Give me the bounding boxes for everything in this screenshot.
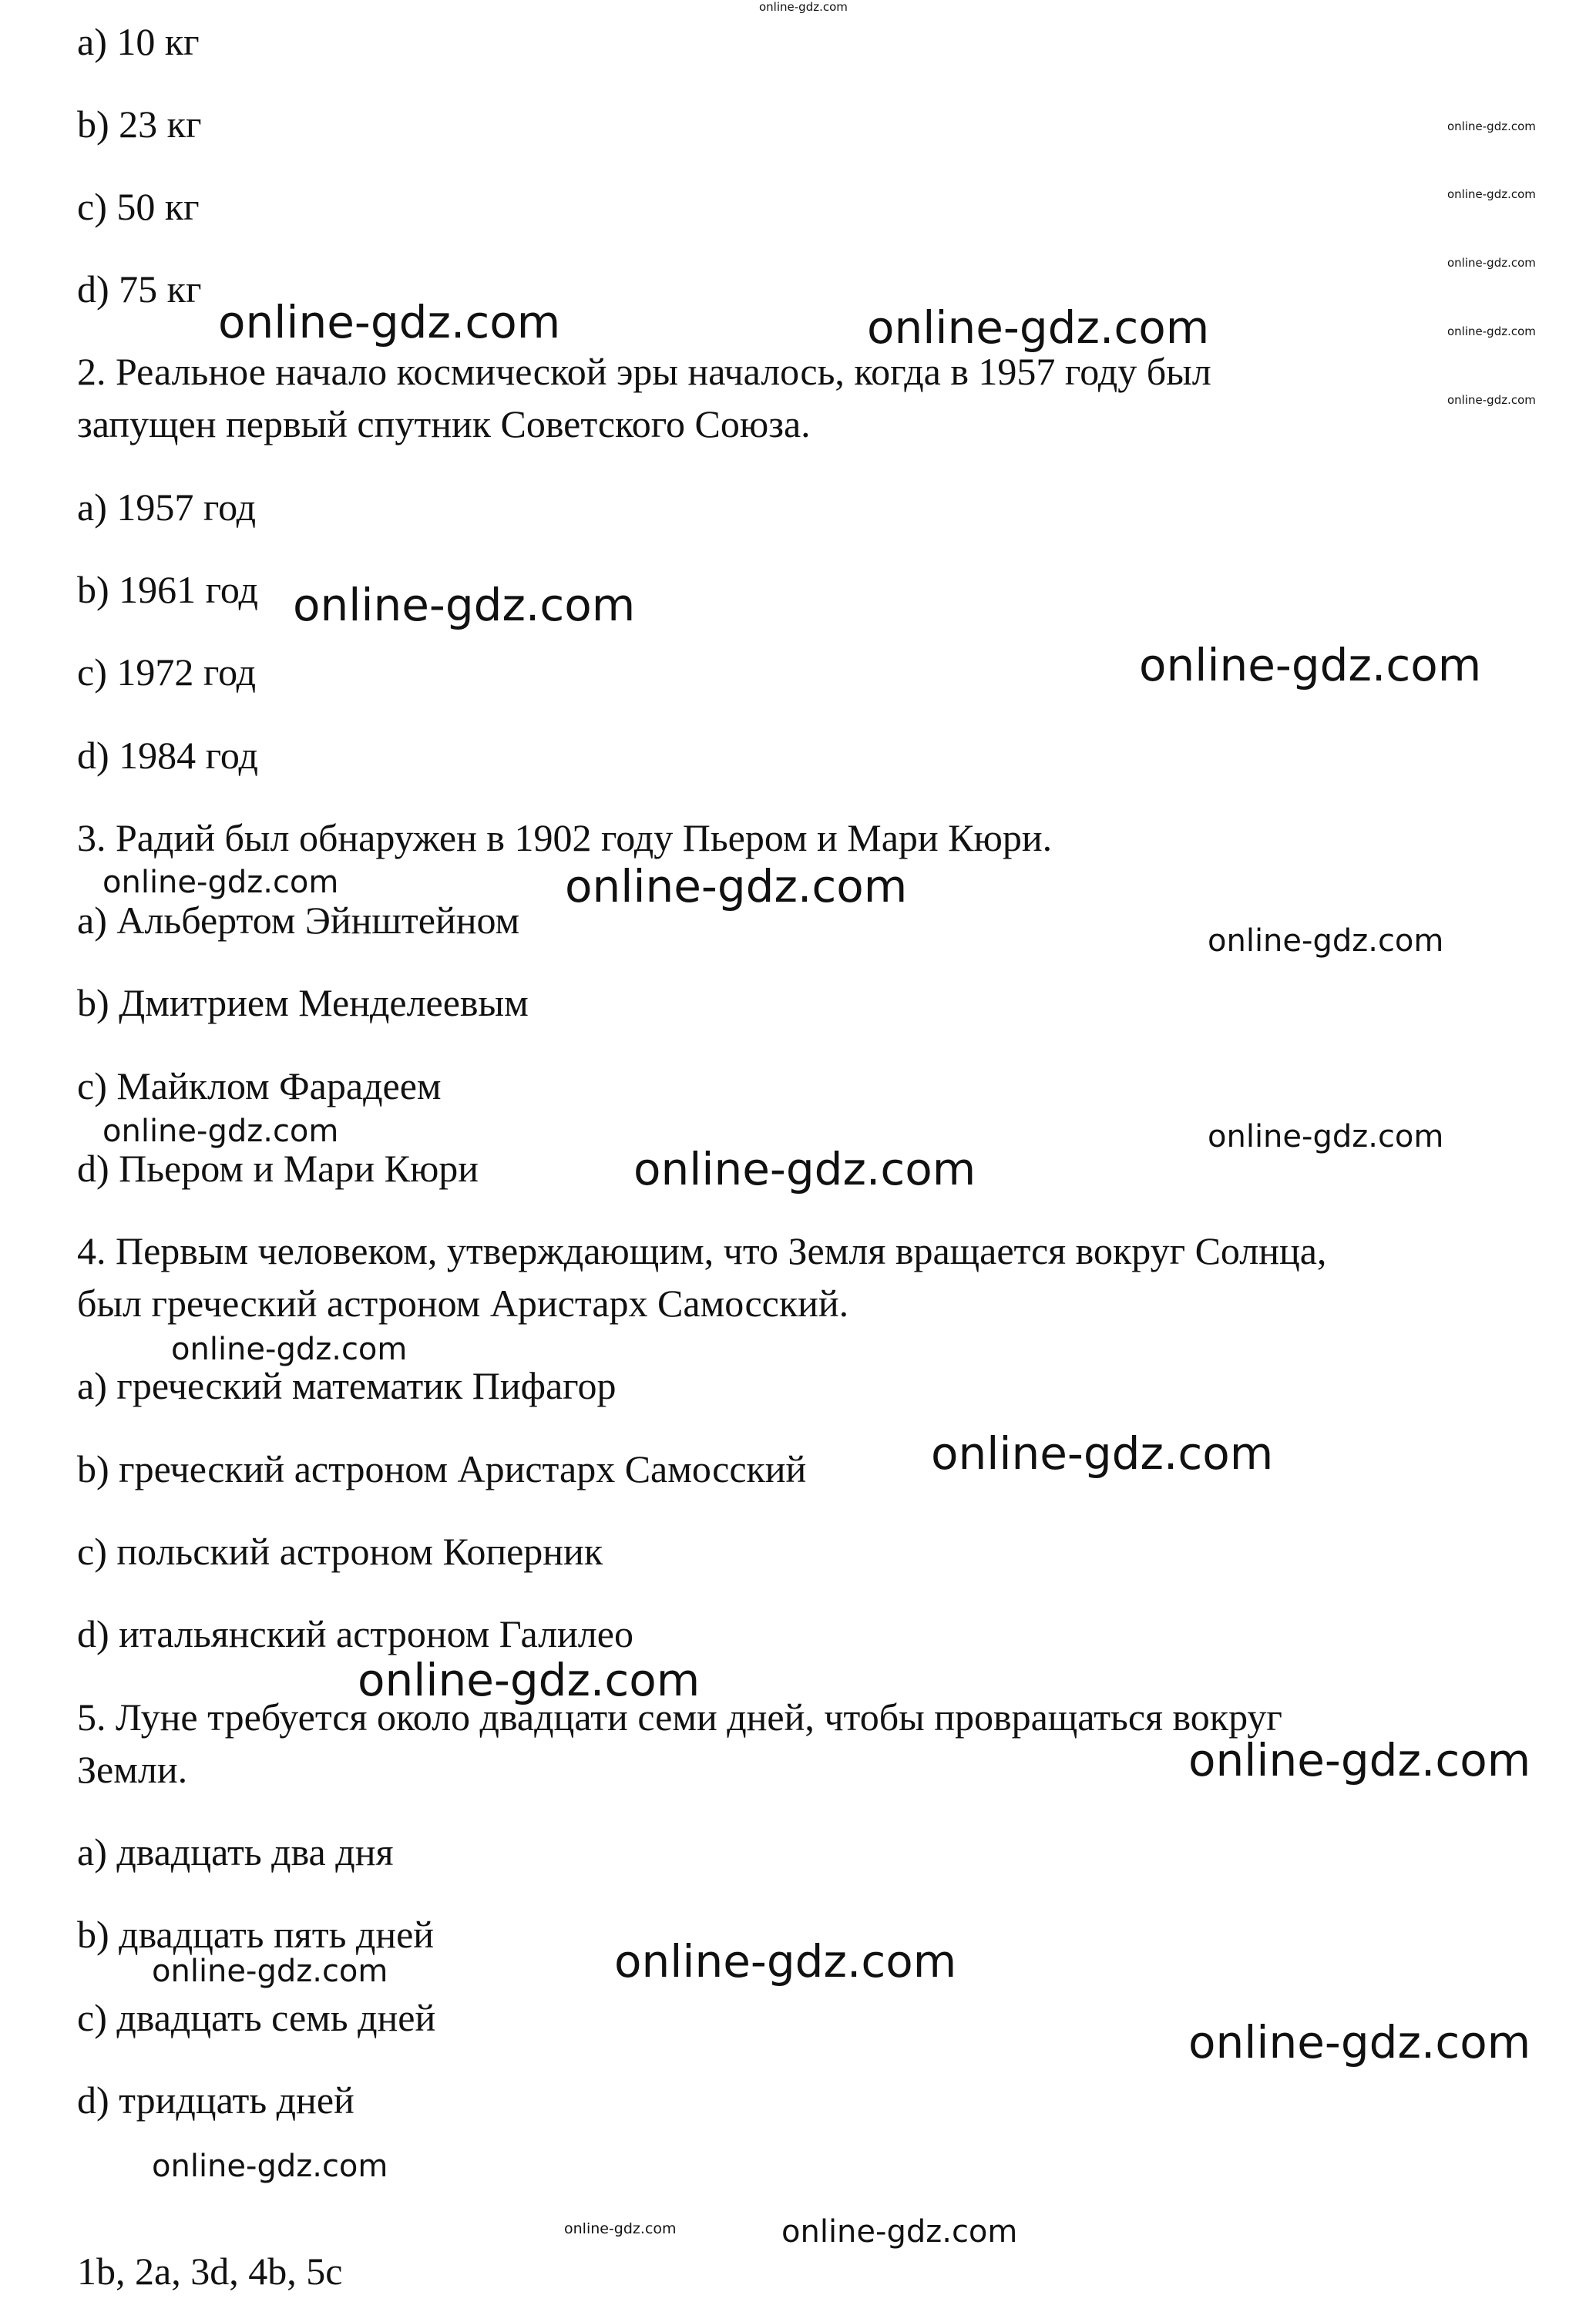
watermark: online-gdz.com xyxy=(565,860,908,912)
q5-option-c: c) двадцать семь дней xyxy=(77,1996,436,2039)
q4-option-d: d) итальянский астроном Галилео xyxy=(77,1612,633,1655)
watermark: online-gdz.com xyxy=(102,865,339,900)
watermark: online-gdz.com xyxy=(171,1332,408,1367)
q2-option-a: a) 1957 год xyxy=(77,486,257,529)
q5-text-line-2: Земли. xyxy=(77,1748,188,1791)
watermark: online-gdz.com xyxy=(102,1114,339,1149)
answer-key: 1b, 2a, 3d, 4b, 5c xyxy=(77,2250,343,2293)
q1-option-a: a) 10 кг xyxy=(77,20,200,63)
watermark: online-gdz.com xyxy=(759,0,848,14)
q3-option-d: d) Пьером и Мари Кюри xyxy=(77,1147,479,1190)
q4-option-c: c) польский астроном Коперник xyxy=(77,1530,603,1573)
watermark: online-gdz.com xyxy=(1447,324,1536,338)
q3-option-a: a) Альбертом Эйнштейном xyxy=(77,899,520,942)
watermark: online-gdz.com xyxy=(1188,2016,1531,2068)
watermark: online-gdz.com xyxy=(152,2149,388,2184)
watermark: online-gdz.com xyxy=(867,301,1210,354)
watermark: online-gdz.com xyxy=(564,2220,677,2237)
q2-option-d: d) 1984 год xyxy=(77,734,258,777)
watermark: online-gdz.com xyxy=(633,1143,976,1195)
q5-text-line-1: 5. Луне требуется около двадцати семи дней, чтобы провращаться вокруг xyxy=(77,1695,1282,1739)
watermark: online-gdz.com xyxy=(152,1954,388,1989)
watermark: online-gdz.com xyxy=(358,1654,701,1706)
q5-option-d: d) тридцать дней xyxy=(77,2078,354,2122)
watermark: online-gdz.com xyxy=(1447,119,1536,133)
q1-option-d: d) 75 кг xyxy=(77,267,202,311)
watermark: online-gdz.com xyxy=(1447,256,1536,270)
watermark: online-gdz.com xyxy=(218,296,561,348)
q2-text-line-1: 2. Реальное начало космической эры началось, когда в 1957 году был xyxy=(77,350,1211,393)
q4-text-line-1: 4. Первым человеком, утверждающим, что Земля вращается вокруг Солнца, xyxy=(77,1229,1327,1272)
q4-option-b: b) греческий астроном Аристарх Самосский xyxy=(77,1447,807,1490)
q2-option-c: c) 1972 год xyxy=(77,650,257,694)
q3-option-c: c) Майклом Фарадеем xyxy=(77,1064,442,1107)
watermark: online-gdz.com xyxy=(1208,923,1444,959)
watermark: online-gdz.com xyxy=(1188,1734,1531,1786)
q2-text-line-2: запущен первый спутник Советского Союза. xyxy=(77,402,811,445)
q3-text: 3. Радий был обнаружен в 1902 году Пьером и Мари Кюри. xyxy=(77,816,1053,859)
q1-option-b: b) 23 кг xyxy=(77,102,202,146)
q1-option-c: c) 50 кг xyxy=(77,185,200,228)
q3-option-b: b) Дмитрием Менделеевым xyxy=(77,981,529,1024)
q4-text-line-2: был греческий астроном Аристарх Самосский. xyxy=(77,1282,849,1325)
watermark: online-gdz.com xyxy=(931,1427,1274,1480)
watermark: online-gdz.com xyxy=(293,579,636,631)
watermark: online-gdz.com xyxy=(1139,639,1482,691)
q5-option-a: a) двадцать два дня xyxy=(77,1830,394,1873)
watermark: online-gdz.com xyxy=(1208,1119,1444,1154)
watermark: online-gdz.com xyxy=(1447,393,1536,407)
q2-option-b: b) 1961 год xyxy=(77,568,258,611)
watermark: online-gdz.com xyxy=(1447,187,1536,201)
watermark: online-gdz.com xyxy=(781,2214,1018,2250)
watermark: online-gdz.com xyxy=(614,1935,957,1988)
q4-option-a: a) греческий математик Пифагор xyxy=(77,1364,617,1407)
q5-option-b: b) двадцать пять дней xyxy=(77,1913,435,1956)
